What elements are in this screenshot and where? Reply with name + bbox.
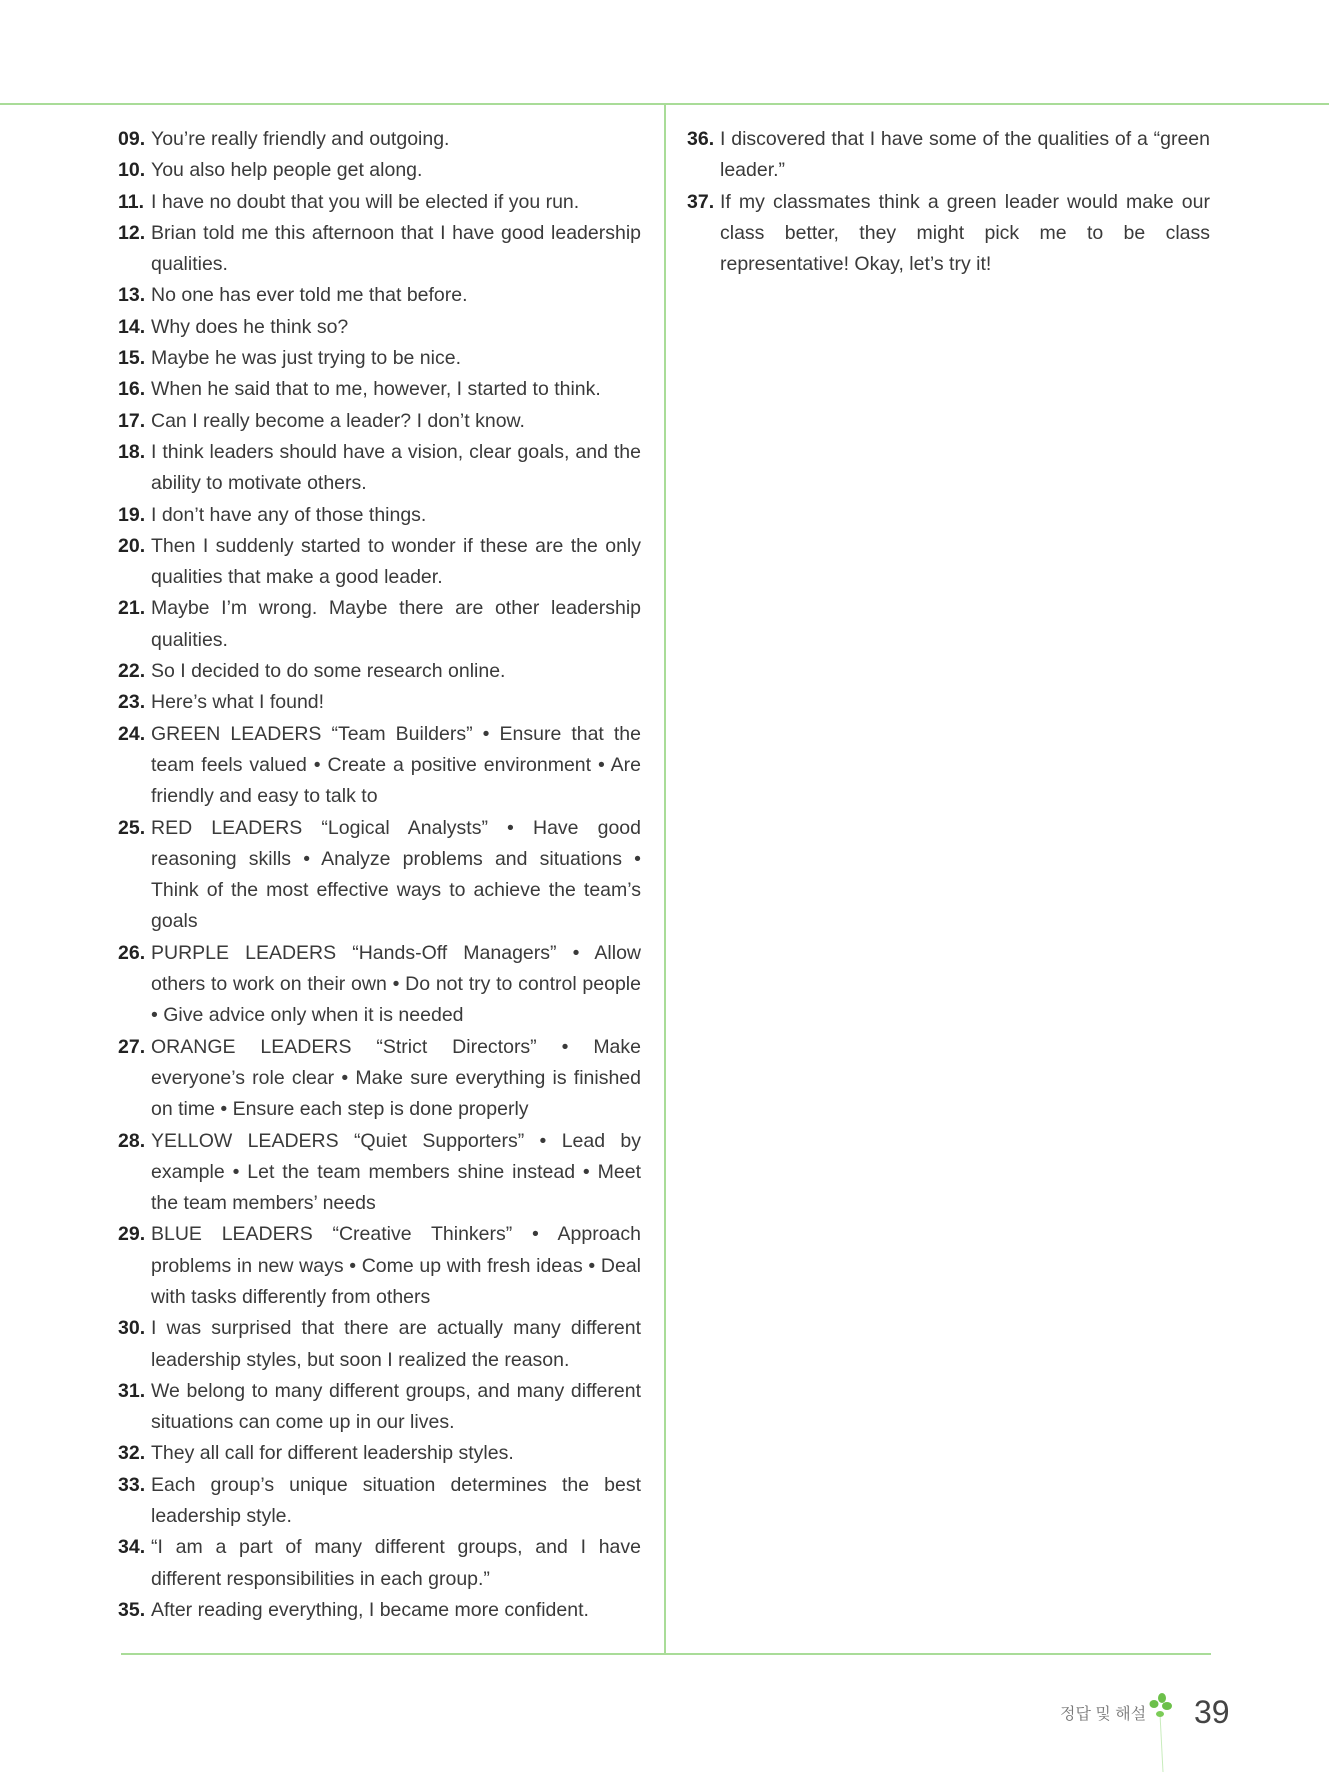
sentence-number: 14. <box>118 315 146 338</box>
sentence-number: 18. <box>118 440 146 463</box>
sentence-item <box>118 813 641 938</box>
sentence-item <box>118 1376 641 1439</box>
sentence-item <box>118 312 641 343</box>
sentence-item <box>118 187 641 218</box>
sentence-text: They all call for different leadership styles. <box>151 1442 514 1465</box>
sentence-number: 16. <box>118 378 146 401</box>
sentence-item <box>687 187 1210 281</box>
sentence-text: RED LEADERS “Logical Analysts” • Have good reasoning skills • Analyze problems and situations • Think of the most effective ways to achieve the team’s goals <box>151 816 641 933</box>
sentence-text: I was surprised that there are actually many different leadership styles, but soon I realized the reason. <box>151 1317 641 1371</box>
sentence-number: 12. <box>118 221 146 244</box>
sentence-item <box>118 1313 641 1376</box>
sentence-number: 20. <box>118 534 146 557</box>
sentence-number: 10. <box>118 159 146 182</box>
sentence-number: 26. <box>118 941 146 964</box>
sentence-number: 29. <box>118 1223 146 1246</box>
sentence-number: 21. <box>118 597 146 620</box>
right-column <box>687 124 1210 280</box>
sentence-number: 23. <box>118 691 146 714</box>
sentence-number: 30. <box>118 1317 146 1340</box>
sentence-text: BLUE LEADERS “Creative Thinkers” • Approach problems in new ways • Come up with fresh ideas • Deal with tasks differently from others <box>151 1223 641 1308</box>
sentence-text: I don’t have any of those things. <box>151 503 427 526</box>
sentence-text: “I am a part of many different groups, and I have different responsibilities in each group.” <box>151 1536 641 1590</box>
sentence-text: After reading everything, I became more confident. <box>151 1598 589 1621</box>
sentence-number: 34. <box>118 1536 146 1559</box>
sentence-item <box>118 687 641 718</box>
sentence-item <box>118 531 641 594</box>
sentence-text: If my classmates think a green leader would make our class better, they might pick me to be class representative! Okay, let’s try it! <box>720 190 1210 276</box>
sentence-item <box>687 124 1210 187</box>
sentence-item <box>118 437 641 500</box>
sentence-item <box>118 1595 641 1626</box>
sentence-item <box>118 500 641 531</box>
sentence-number: 22. <box>118 660 146 683</box>
sentence-number: 37. <box>687 190 715 213</box>
left-column <box>118 124 641 1626</box>
sentence-text: Maybe I’m wrong. Maybe there are other leadership qualities. <box>151 597 641 651</box>
sentence-item <box>118 280 641 311</box>
sentence-number: 25. <box>118 816 146 839</box>
sentence-item <box>118 1032 641 1126</box>
sentence-text: Maybe he was just trying to be nice. <box>151 347 461 370</box>
sentence-text: YELLOW LEADERS “Quiet Supporters” • Lead by example • Let the team members shine instead • Meet the team members’ needs <box>151 1129 641 1215</box>
sentence-item <box>118 719 641 813</box>
sentence-text: When he said that to me, however, I started to think. <box>151 378 601 401</box>
sentence-number: 13. <box>118 284 146 307</box>
sentence-text: You also help people get along. <box>151 159 423 182</box>
sentence-number: 35. <box>118 1598 146 1621</box>
sentence-text: PURPLE LEADERS “Hands-Off Managers” • Allow others to work on their own • Do not try to control people • Give advice only when it is needed <box>151 941 641 1027</box>
sentence-text: I have no doubt that you will be elected if you run. <box>151 190 580 213</box>
sentence-number: 31. <box>118 1379 146 1402</box>
sentence-item <box>118 1219 641 1313</box>
sentence-text: Then I suddenly started to wonder if these are the only qualities that make a good leader. <box>151 534 641 589</box>
sentence-text: No one has ever told me that before. <box>151 284 468 307</box>
sentence-text: So I decided to do some research online. <box>151 660 506 683</box>
sentence-text: Here’s what I found! <box>151 691 325 714</box>
sentence-number: 11. <box>118 190 145 213</box>
sentence-text: We belong to many different groups, and many different situations can come up in our lives. <box>151 1379 641 1434</box>
sentence-number: 27. <box>118 1035 146 1058</box>
sentence-item <box>118 593 641 656</box>
sentence-item <box>118 124 641 155</box>
page-number: 39 <box>1194 1694 1230 1730</box>
sentence-number: 33. <box>118 1473 146 1496</box>
sentence-item <box>118 656 641 687</box>
bottom-rule <box>121 1653 1211 1655</box>
sentence-text: I think leaders should have a vision, clear goals, and the ability to motivate others. <box>151 440 641 495</box>
sentence-text: ORANGE LEADERS “Strict Directors” • Make everyone’s role clear • Make sure everything is finished on time • Ensure each step is done properly <box>151 1035 641 1121</box>
sentence-item <box>118 406 641 437</box>
sentence-number: 32. <box>118 1442 146 1465</box>
footer-section-label: 정답 및 해설 <box>1060 1706 1147 1723</box>
sentence-text: Brian told me this afternoon that I have good leadership qualities. <box>151 221 641 276</box>
sentence-number: 19. <box>118 503 146 526</box>
sentence-item <box>118 374 641 405</box>
sentence-text: Each group’s unique situation determines the best leadership style. <box>151 1473 641 1528</box>
column-divider <box>664 104 666 1654</box>
sentence-text: Why does he think so? <box>151 315 349 338</box>
sentence-text: I discovered that I have some of the qualities of a “green leader.” <box>720 128 1210 182</box>
sentence-item <box>118 1438 641 1469</box>
sentence-item <box>118 218 641 281</box>
sentence-number: 28. <box>118 1129 146 1152</box>
sentence-text: Can I really become a leader? I don’t know. <box>151 409 525 432</box>
sentence-number: 17. <box>118 409 146 432</box>
sentence-number: 36. <box>687 128 715 150</box>
sentence-text: You’re really friendly and outgoing. <box>151 128 450 150</box>
sentence-item <box>118 155 641 186</box>
sentence-number: 15. <box>118 347 146 370</box>
sentence-item <box>118 938 641 1032</box>
sentence-text: GREEN LEADERS “Team Builders” • Ensure that the team feels valued • Create a positive environment • Are friendly and easy to talk to <box>151 722 641 808</box>
sentence-item <box>118 343 641 374</box>
sentence-number: 09. <box>118 128 146 150</box>
sentence-item <box>118 1532 641 1595</box>
sentence-item <box>118 1126 641 1220</box>
sentence-item <box>118 1470 641 1533</box>
leaf-icon <box>1148 1692 1174 1772</box>
sentence-number: 24. <box>118 722 146 745</box>
